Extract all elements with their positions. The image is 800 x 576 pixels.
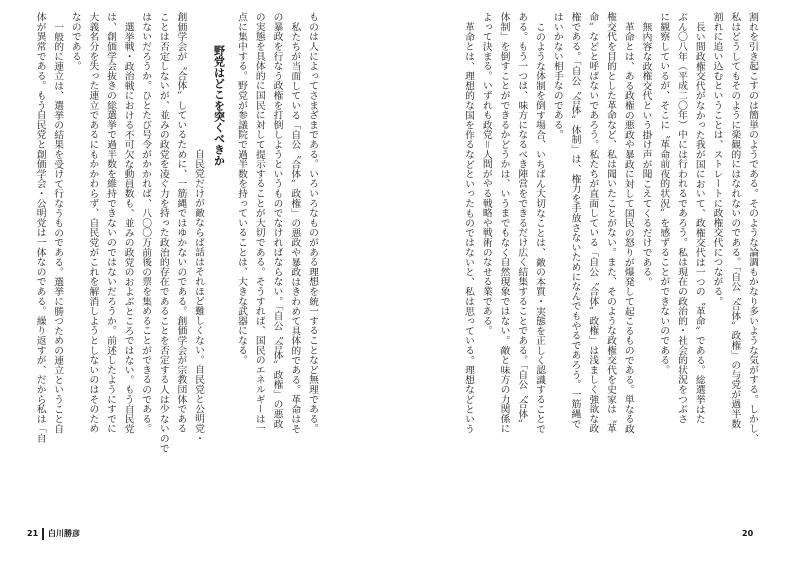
text-column: ぶん〇八年（平成二〇年）中には行われるであろう。私は現在の政治的・社会的状況をつぶさ	[676, 12, 687, 424]
text-column: 創価学会が〝合体〟しているために、一筋縄ではゆかないのである。創価学会が宗教団体である	[175, 12, 187, 434]
text-column: 選挙戦・政治戦における不可欠な動員数も、並みの政党のおよぶところではない。もう自民党	[122, 21, 134, 434]
text-column: の暴政を行なう政権を打倒しようというものでなければならない。「自公〝合体〟政権」の悪政	[271, 12, 283, 429]
text-column: は、創価学会抜きの総選挙で過半数を維持できないのではないだろうか。前述したようにすでに	[105, 12, 116, 434]
text-column: ものは人によってさまざまである。いろいろなものがある理想を統一することなど無理である。	[307, 12, 318, 434]
text-column: 体が異常である。もう自民党と創価学会・公明党は一体なのである。繰り返すが、だから私は「自	[34, 12, 46, 444]
text-column: 権交代を目的とした革命など、私は聞いたことがない。また、そのような政権交代を史家は〝革	[605, 12, 616, 434]
text-column: 割れに追い込むということは、ストレートに政権交代につながる。	[711, 12, 723, 306]
text-column: 無内容な政権交代という掛け声が聞こえてくるだけである。	[640, 21, 652, 287]
text-column: このような体制を倒す場合、いちばん大切なことは、敵の本質・実態を正しく認識することで	[534, 21, 545, 434]
folio-divider	[42, 528, 44, 540]
page-number: 21	[27, 529, 39, 538]
text-column: 大義名分を失った連立であるにもかかわらず、自民党がこれを解消しようとしないのはそのため	[87, 12, 99, 434]
page-right	[400, 0, 800, 576]
author-name: 白川勝彦	[48, 529, 80, 538]
text-column: 命〟などと呼ばないであろう。私たちが直面している「自公〝合体〟政権」は浅ましく強欲な政	[587, 12, 599, 434]
section-heading: 野党はどこを突くべきか	[212, 45, 226, 166]
text-column: 割れを引き起こすのは簡単のようである。そのような論調もかなり多いような気がする。しかし、	[747, 12, 758, 444]
text-column: 革命とは、理想的な国を作るなどといったものではないと、私は思っている。理想などという	[463, 21, 474, 434]
text-column: 点に集中する。野党が参議院で過半数を持っていることは、大きな武器になる。	[236, 12, 247, 365]
text-column: よって決まる。いずれも政党＝人間がやる戦略や戦術のなせる業である。	[480, 12, 492, 336]
text-column: 革命とは、ある政権の悪政や暴政に対して国民の怒りが爆発して起こるものである。単なる政	[622, 21, 634, 434]
text-column: 長い間政権交代がなかった我が国において、政権交代は一つの〝革命〟である。総選挙はた	[693, 21, 705, 424]
text-column: はいかない相手なのである。	[551, 12, 563, 140]
text-column: 体制」を倒すことができるかどうかは、いうまでもなく自然現象ではない。敵と味方の力関係に	[498, 12, 510, 434]
text-column: に観察しているが、そこに〝革命前夜的状況〟を感ずることができないのである。	[658, 12, 670, 375]
page-number: 20	[742, 529, 754, 538]
text-column: 一般的に連立は、選挙の結果を受けて行なうものである。選挙に勝つための連立ということ自	[52, 21, 64, 434]
text-column: 権である。「自公〝合体〟体制」は、権力を手放さないためになんでもやるであろう。一筋縄で	[569, 12, 581, 429]
text-column: はないだろうか。ひとたび号令がかかれば、八〇〇万前後の票を集めることができるのである。	[140, 12, 152, 434]
text-column: 私はどうしてもそのように楽観的にはなれないのである。「自公〝合体〟政権」の与党が過半数	[729, 12, 741, 429]
text-column: ある。もう一つは、味方になるべき陣営をできるだけ広く結集することである。「自公〝合体〟	[516, 12, 528, 429]
text-column: なのである。	[69, 12, 81, 71]
text-column: ことは否定しないが、並みの政党を凌ぐ力を持った政治的存在であることを否定する人は少ないので	[157, 12, 169, 453]
text-column: 私たちが当面している「自公〝合体〟政権」の悪政や暴政はきわめて具体的である。革命はそ	[289, 21, 301, 434]
text-column: 自民党だけが敵ならば話はそれほど難しくない。自民党と公明党・	[193, 148, 204, 443]
text-column: の実態を具体的に国民に対して提示することが大切である。そうすれば、国民のエネルギーは一	[253, 12, 265, 434]
